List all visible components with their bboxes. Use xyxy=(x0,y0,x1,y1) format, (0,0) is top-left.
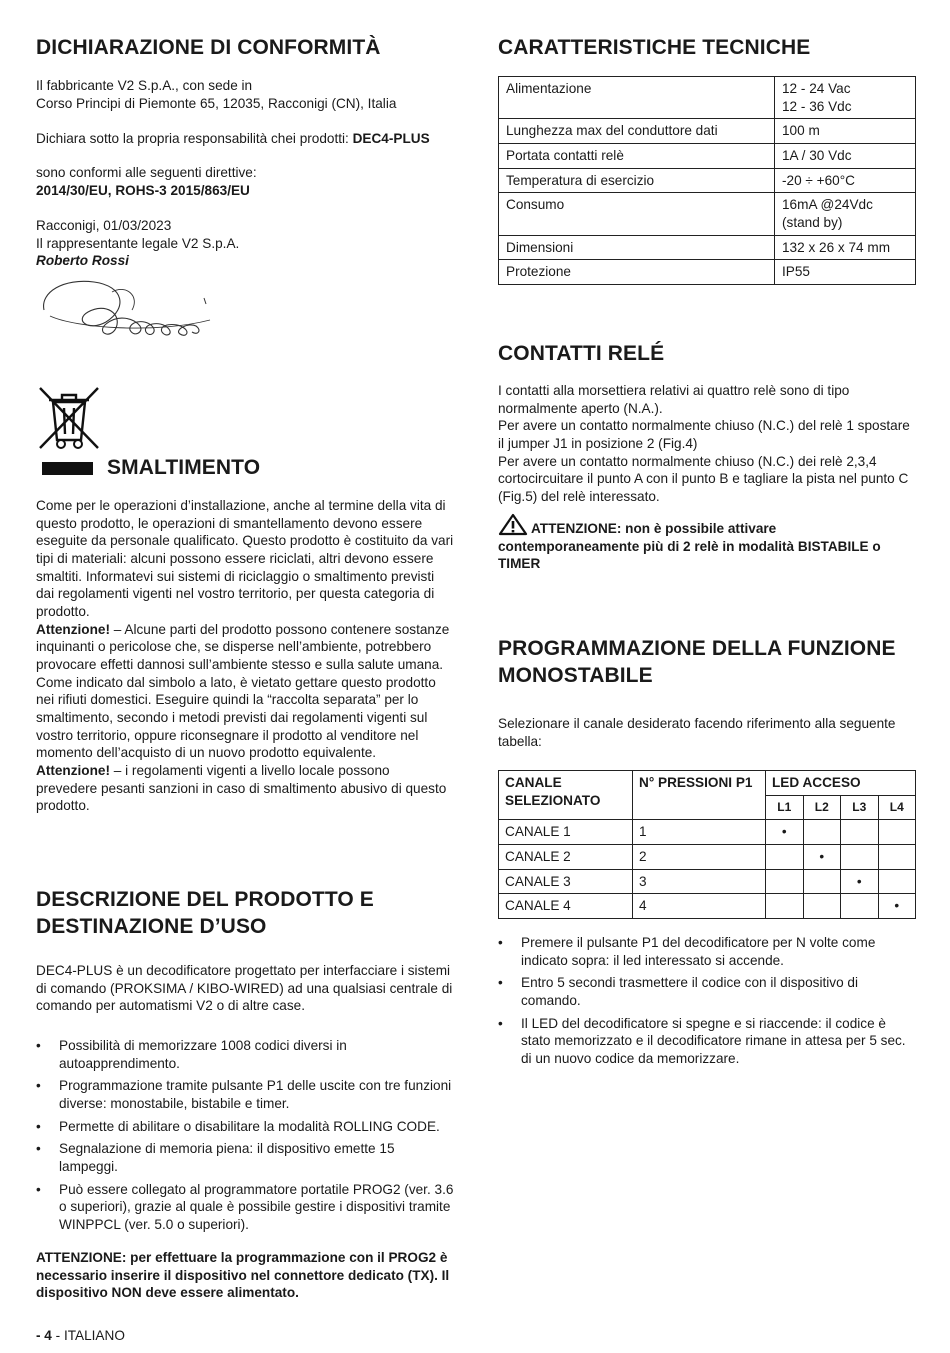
manufacturer-line-2: Corso Principi di Piemonte 65, 12035, Racconigi (CN), Italia xyxy=(36,95,397,111)
led-column-header: L4 xyxy=(878,795,916,820)
table-row xyxy=(499,77,916,119)
led-column-header: L3 xyxy=(841,795,879,820)
relays-paragraph-3: Per avere un contatto normalmente chiuso (N.C.) dei relè 2,3,4 cortocircuitare il punto A con il punto B e tagliare la pista nel punto C (Fig.5) del relè interessato. xyxy=(498,453,909,505)
led-cell xyxy=(841,820,879,845)
disposal-paragraph-2: Attenzione! – Alcune parti del prodotto possono contenere sostanze inquinanti o pericolose che, se disperse nell’ambiente, potrebbero provocare effetti dannosi sull’ambiente stesso e sulla salute umana. Come indicato dal simbolo a lato, è vietato gettare questo prodotto nei rifiuti domestici. Eseguire quindi la “raccolta separata” per lo smaltimento, secondo i metodi previsti dai regolamenti vigenti sul vostro territorio, oppure riconsegnare il prodotto al venditore nel momento dell’acquisto di un nuovo prodotto equivalente. xyxy=(36,621,450,761)
led-cell xyxy=(803,894,841,919)
description-title: DESCRIZIONE DEL PRODOTTO E DESTINAZIONE D’USO xyxy=(36,888,374,939)
relays-title: CONTATTI RELÉ xyxy=(498,342,665,365)
warning-label: Attenzione! xyxy=(36,763,111,779)
directives-intro: sono conformi alle seguenti direttive: xyxy=(36,165,257,180)
relays-paragraph-1: I contatti alla morsettiera relativi ai quattro relè sono di tipo normalmente aperto (N.A.). xyxy=(498,383,850,416)
table-row xyxy=(499,820,916,845)
table-row xyxy=(499,168,916,193)
spec-value: 132 x 26 x 74 mm xyxy=(775,235,916,260)
led-cell xyxy=(766,894,804,919)
relays-text xyxy=(498,382,916,506)
channel-cell: CANALE 4 xyxy=(499,894,633,919)
channel-header: CANALE SELEZIONATO xyxy=(499,771,633,820)
list-item: • Programmazione tramite pulsante P1 delle uscite con tre funzioni diverse: monostabile, bistabile e timer. xyxy=(36,1077,454,1112)
list-item: • Segnalazione di memoria piena: il dispositivo emette 15 lampeggi. xyxy=(36,1140,454,1175)
table-row xyxy=(499,844,916,869)
relays-warning xyxy=(498,513,916,573)
description-warning: ATTENZIONE: per effettuare la programmazione con il PROG2 è necessario inserire il dispositivo nel connettore dedicato (TX). Il dispositivo NON deve essere alimentato. xyxy=(36,1250,450,1301)
led-cell xyxy=(803,820,841,845)
monostable-steps-list xyxy=(498,934,916,1073)
page-number: - 4 xyxy=(36,1328,52,1343)
led-column-header: L2 xyxy=(803,795,841,820)
led-cell xyxy=(878,820,916,845)
led-cell xyxy=(878,844,916,869)
list-item: • Entro 5 secondi trasmettere il codice con il dispositivo di comando. xyxy=(498,974,916,1009)
led-lit-dot: • xyxy=(803,844,841,869)
page-footer xyxy=(36,1327,125,1345)
relays-paragraph-2: Per avere un contatto normalmente chiuso (N.C.) del relè 1 spostare il jumper J1 in posizione 2 (Fig.4) xyxy=(498,418,910,452)
spec-label: Temperatura di esercizio xyxy=(499,168,775,193)
warning-triangle-icon xyxy=(498,513,528,536)
presses-cell: 2 xyxy=(633,844,766,869)
disposal-paragraph-1: Come per le operazioni d’installazione, anche al termine della vita di questo prodotto, le operazioni di smantellamento devono essere eseguite da personale qualificato. Questo prodotto è costituito da vari tipi di materiali: alcuni possono essere riciclati, altri devono essere smaltiti. Informatevi sui sistemi di riciclaggio o smaltimento previsti dai regolamenti vigenti nel vostro territorio, per questa categoria di prodotto. xyxy=(36,498,454,620)
spec-value: -20 ÷ +60°C xyxy=(775,168,916,193)
table-row xyxy=(499,894,916,919)
disposal-title: SMALTIMENTO xyxy=(107,456,261,479)
led-header: LED ACCESO xyxy=(766,771,916,796)
list-item: • Permette di abilitare o disabilitare la modalità ROLLING CODE. xyxy=(36,1118,454,1136)
conformity-directives xyxy=(36,164,454,199)
directives-list: 2014/30/EU, ROHS-3 2015/863/EU xyxy=(36,182,250,198)
led-lit-dot: • xyxy=(841,869,879,894)
weee-bar xyxy=(42,462,93,475)
spec-label: Portata contatti relè xyxy=(499,144,775,169)
list-item: • Premere il pulsante P1 del decodificatore per N volte come indicato sopra: il led interessato si accende. xyxy=(498,934,916,969)
led-cell xyxy=(803,869,841,894)
spec-label: Consumo xyxy=(499,193,775,235)
channel-cell: CANALE 3 xyxy=(499,869,633,894)
spec-value: 12 - 24 Vac 12 - 36 Vdc xyxy=(775,77,916,119)
led-lit-dot: • xyxy=(766,820,804,845)
led-cell xyxy=(878,869,916,894)
handwritten-signature xyxy=(36,270,216,350)
list-item: • Può essere collegato al programmatore portatile PROG2 (ver. 3.6 o superiori), grazie al quale è possibile gestire i dispositivi tramite WINPPCL (ver. 5.0 o superiori). xyxy=(36,1181,454,1234)
conformity-signature-block xyxy=(36,217,454,270)
spec-value: IP55 xyxy=(775,260,916,285)
manufacturer-line-1: Il fabbricante V2 S.p.A., con sede in xyxy=(36,78,253,93)
warning-label: Attenzione! xyxy=(36,621,111,637)
led-column-header: L1 xyxy=(766,795,804,820)
channel-cell: CANALE 1 xyxy=(499,820,633,845)
table-row xyxy=(499,260,916,285)
presses-cell: 3 xyxy=(633,869,766,894)
specs-table xyxy=(498,76,916,285)
table-row xyxy=(499,193,916,235)
weee-crossed-bin-icon xyxy=(38,386,100,452)
declaration-text: Dichiara sotto la propria responsabilità chei prodotti: xyxy=(36,131,353,146)
specs-title: CARATTERISTICHE TECNICHE xyxy=(498,36,811,59)
led-cell xyxy=(841,894,879,919)
table-row xyxy=(499,869,916,894)
list-item: • Il LED del decodificatore si spegne e si riaccende: il codice è stato memorizzato e il decodificatore rimane in attesa per 5 sec. di un nuovo codice da memorizzare. xyxy=(498,1015,916,1068)
conformity-declaration xyxy=(36,130,454,148)
legal-representative: Il rappresentante legale V2 S.p.A. xyxy=(36,235,240,251)
description-intro: DEC4-PLUS è un decodificatore progettato per interfacciare i sistemi di comando (PROKSIMA / KIBO-WIRED) ad una qualsiasi centrale di comando per automatismi V2 o di altre case. xyxy=(36,963,453,1014)
spec-label: Alimentazione xyxy=(499,77,775,119)
led-lit-dot: • xyxy=(878,894,916,919)
relays-warning-text: ATTENZIONE: non è possibile attivare contemporaneamente più di 2 relè in modalità BISTABILE o TIMER xyxy=(498,521,881,572)
spec-value: 16mA @24Vdc (stand by) xyxy=(775,193,916,235)
channel-cell: CANALE 2 xyxy=(499,844,633,869)
place-date: Racconigi, 01/03/2023 xyxy=(36,218,172,233)
spec-value: 100 m xyxy=(775,119,916,144)
table-row xyxy=(499,235,916,260)
spec-value: 1A / 30 Vdc xyxy=(775,144,916,169)
spec-label: Lunghezza max del conduttore dati xyxy=(499,119,775,144)
monostable-intro: Selezionare il canale desiderato facendo riferimento alla seguente tabella: xyxy=(498,716,896,749)
disposal-text xyxy=(36,497,454,815)
table-row xyxy=(499,144,916,169)
led-cell xyxy=(766,844,804,869)
description-features-list xyxy=(36,1037,454,1239)
disposal-paragraph-3: Attenzione! – i regolamenti vigenti a livello locale possono prevedere pesanti sanzioni in caso di smaltimento abusivo di questo prodotto. xyxy=(36,763,447,814)
product-name: DEC4-PLUS xyxy=(352,131,430,146)
language-label: - ITALIANO xyxy=(51,1328,125,1343)
presses-cell: 4 xyxy=(633,894,766,919)
conformity-manufacturer xyxy=(36,77,454,112)
table-row xyxy=(499,119,916,144)
conformity-title: DICHIARAZIONE DI CONFORMITÀ xyxy=(36,36,381,59)
led-cell xyxy=(841,844,879,869)
channel-table xyxy=(498,770,916,919)
presses-header: N° PRESSIONI P1 xyxy=(633,771,766,820)
presses-cell: 1 xyxy=(633,820,766,845)
spec-label: Dimensioni xyxy=(499,235,775,260)
spec-label: Protezione xyxy=(499,260,775,285)
led-cell xyxy=(766,869,804,894)
monostable-title: PROGRAMMAZIONE DELLA FUNZIONE MONOSTABILE xyxy=(498,637,896,688)
list-item: • Possibilità di memorizzare 1008 codici diversi in autoapprendimento. xyxy=(36,1037,454,1072)
signer-name: Roberto Rossi xyxy=(36,253,129,269)
